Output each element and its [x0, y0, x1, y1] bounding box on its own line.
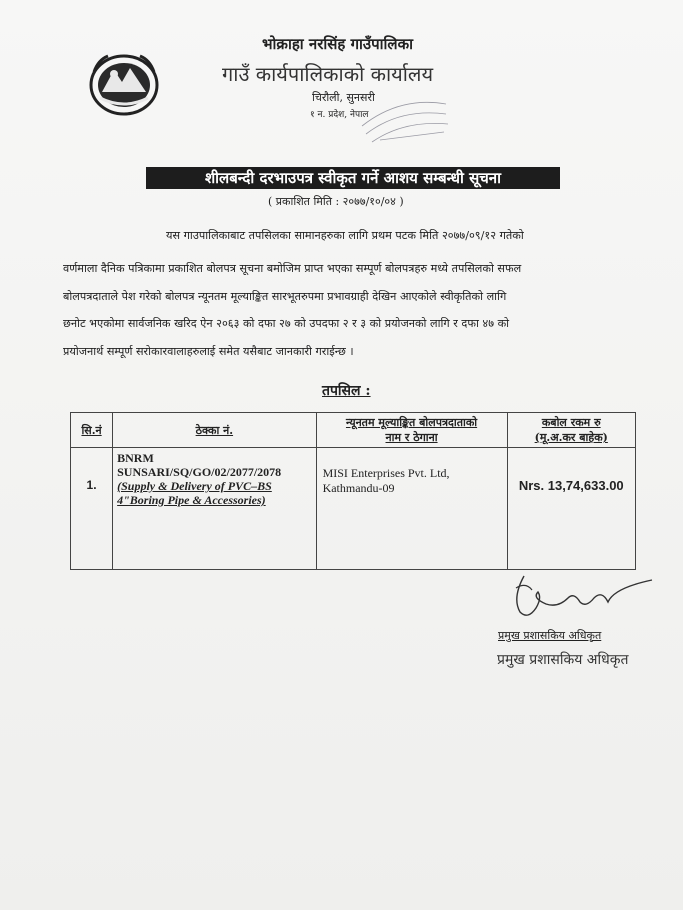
header-amount-line2: (मू.अ.कर बाहेक): [534, 431, 608, 444]
table-row: [71, 448, 636, 570]
contract-description-line1: (Supply & Delivery of PVC–BS: [117, 479, 272, 493]
header-bidder-line1: न्यूनतम मूल्याङ्कित बोलपत्रदाताको: [345, 416, 478, 429]
body-line-1: यस गाउपालिकाबाट तपसिलका सामानहरुका लागि प्रथम पटक मिति २०७७/०९/१२ गतेको: [166, 229, 524, 242]
header-bidder-line2: नाम र ठेगाना: [385, 431, 438, 444]
header-amount: [507, 413, 635, 448]
handwritten-signature: [502, 568, 662, 628]
bidder-name: MISI Enterprises Pvt. Ltd,: [322, 466, 450, 480]
contract-number: SUNSARI/SQ/GO/02/2077/2078: [117, 465, 282, 479]
notice-title: शीलबन्दी दरभाउपत्र स्वीकृत गर्ने आशय सम्बन्धी सूचना: [146, 167, 560, 189]
published-date: ( प्रकाशित मिति : २०७७/१०/०४ ): [268, 195, 404, 208]
row-contract: [113, 448, 316, 570]
municipality-emblem-logo: [88, 52, 160, 116]
office-stamp-seal: [360, 96, 450, 144]
contract-description-line2: 4"Boring Pipe & Accessories): [117, 493, 266, 507]
body-line-2: वर्णमाला दैनिक पत्रिकामा प्रकाशित बोलपत्र सूचना बमोजिम प्राप्त भएका सम्पूर्ण बोलपत्रहरु मध्ये तपसिलको सफल: [63, 262, 522, 275]
office-province: १ न. प्रदेश, नेपाल: [310, 110, 369, 120]
office-address: चिरौली, सुनसरी: [312, 91, 375, 104]
table-header-row: [71, 413, 636, 448]
details-heading: तपसिल :: [322, 383, 371, 399]
header-sn: सि.नं: [71, 413, 113, 448]
row-amount: Nrs. 13,74,633.00: [507, 448, 635, 570]
officer-title-printed: प्रमुख प्रशासकिय अधिकृत: [498, 629, 602, 642]
row-bidder: [316, 448, 507, 570]
body-line-4: छनोट भएकोमा सार्वजनिक खरिद ऐन २०६३ को दफा २७ को उपदफा २ र ३ को प्रयोजनको लागि र दफा ४७ को: [63, 317, 510, 330]
row-sn: 1.: [71, 448, 113, 570]
municipality-name: भोक्राहा नरसिंह गाउँपालिका: [262, 35, 413, 53]
body-line-5: प्रयोजनार्थ सम्पूर्ण सरोकारवालाहरुलाई समेत यसैबाट जानकारी गराईन्छ ।: [63, 345, 354, 358]
header-bidder: [316, 413, 507, 448]
header-amount-line1: कबोल रकम रु: [541, 416, 601, 429]
header-contract: ठेक्का नं.: [113, 413, 316, 448]
office-name: गाउँ कार्यपालिकाको कार्यालय: [222, 62, 434, 86]
bidder-address: Kathmandu-09: [322, 481, 395, 495]
details-table: [70, 412, 636, 570]
officer-title-stamp: प्रमुख प्रशासकिय अधिकृत: [497, 652, 629, 668]
body-line-3: बोलपत्रदाताले पेश गरेको बोलपत्र न्यूनतम मूल्याङ्कित सारभूतरुपमा प्रभावग्राही देखिन आएकोले स्वीकृतिको लागि: [63, 290, 507, 303]
contract-line1: BNRM: [117, 451, 154, 465]
